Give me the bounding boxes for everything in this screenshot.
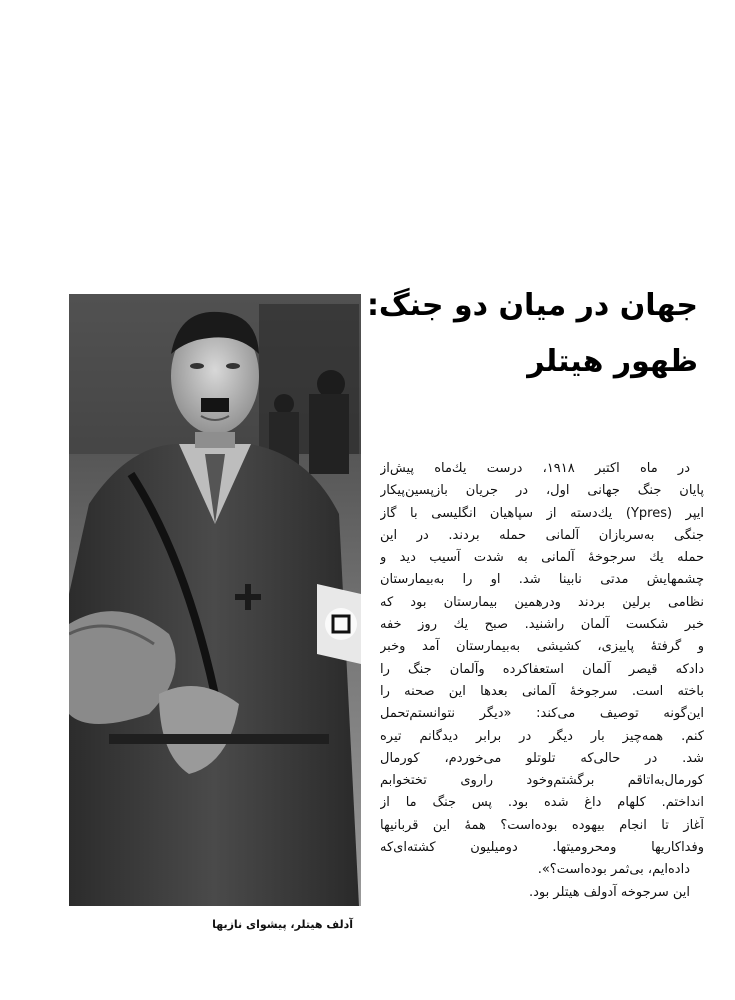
body-line: وفداکاریها ومحرومیتها. دومیلیون کشته‌ای‌که [380, 840, 704, 856]
photo-image [69, 294, 361, 906]
body-line: چشمهایش مدتی نابینا شد. او را به‌بیمارستان [380, 572, 704, 588]
body-line: در ماه اکتبر ۱۹۱۸، درست یك‌ماه پیش‌از [380, 461, 690, 476]
body-line: و گرفتهٔ پاییزی، کشیشی به‌بیمارستان آمد وخبر [380, 639, 704, 655]
body-line: باخته است. سرجوخهٔ آلمانی بعدها این صحنه را [380, 683, 704, 699]
title-line-2: ظهور هیتلر [527, 344, 698, 379]
body-line: این سرجوخه آدولف هیتلر بود. [528, 884, 690, 900]
body-line: داده‌ایم، بی‌ثمر بوده‌است؟». [537, 862, 690, 878]
photo-caption: آدلف هیتلر، پیشوای نازیها [212, 918, 353, 931]
title-line-1: جهان در میان دو جنگ: [366, 288, 698, 323]
body-line: کورمال‌به‌اتاقم برگشتم‌وخود راروی تختخوابم [380, 773, 704, 789]
body-line: خبر شکست آلمان راشنید. صبح یك روز خفه [380, 617, 704, 633]
body-line: ایپر (Ypres) یك‌دسته از سپاهیان انگلیسی با گاز [380, 505, 704, 521]
body-line: آغاز تا انجام بیهوده بوده‌است؟ همهٔ این قربانیها [380, 817, 704, 833]
portrait-photo [69, 294, 361, 906]
body-line: کنم. همه‌چیز بار دیگر در برابر دیدگانم تیره [380, 728, 704, 744]
body-line: جنگی به‌سربازان آلمانی حمله بردند. در این [380, 527, 704, 543]
body-line: نظامی برلین بردند ودرهمین بیمارستان بود که [380, 594, 704, 610]
body-line: شد. در حالی‌که تلوتلو می‌خوردم، کورمال [380, 750, 704, 766]
body-line: این‌گونه توصیف می‌کند: «دیگر نتوانستم‌تحمل [380, 706, 704, 722]
body-line: انداختم. کلهام داغ شده بود. پس جنگ ما از [380, 795, 704, 811]
body-line: داد‌که قیصر آلمان استعفاکرده وآلمان جنگ را [380, 661, 704, 677]
body-line: پایان جنگ جهانی اول، در جریان بازپسین‌پیکار [380, 483, 704, 499]
body-text [380, 458, 704, 904]
chapter-title [366, 278, 698, 390]
body-line: حمله یك سرجوخهٔ آلمانی به شدت آسیب دید و [380, 550, 704, 566]
